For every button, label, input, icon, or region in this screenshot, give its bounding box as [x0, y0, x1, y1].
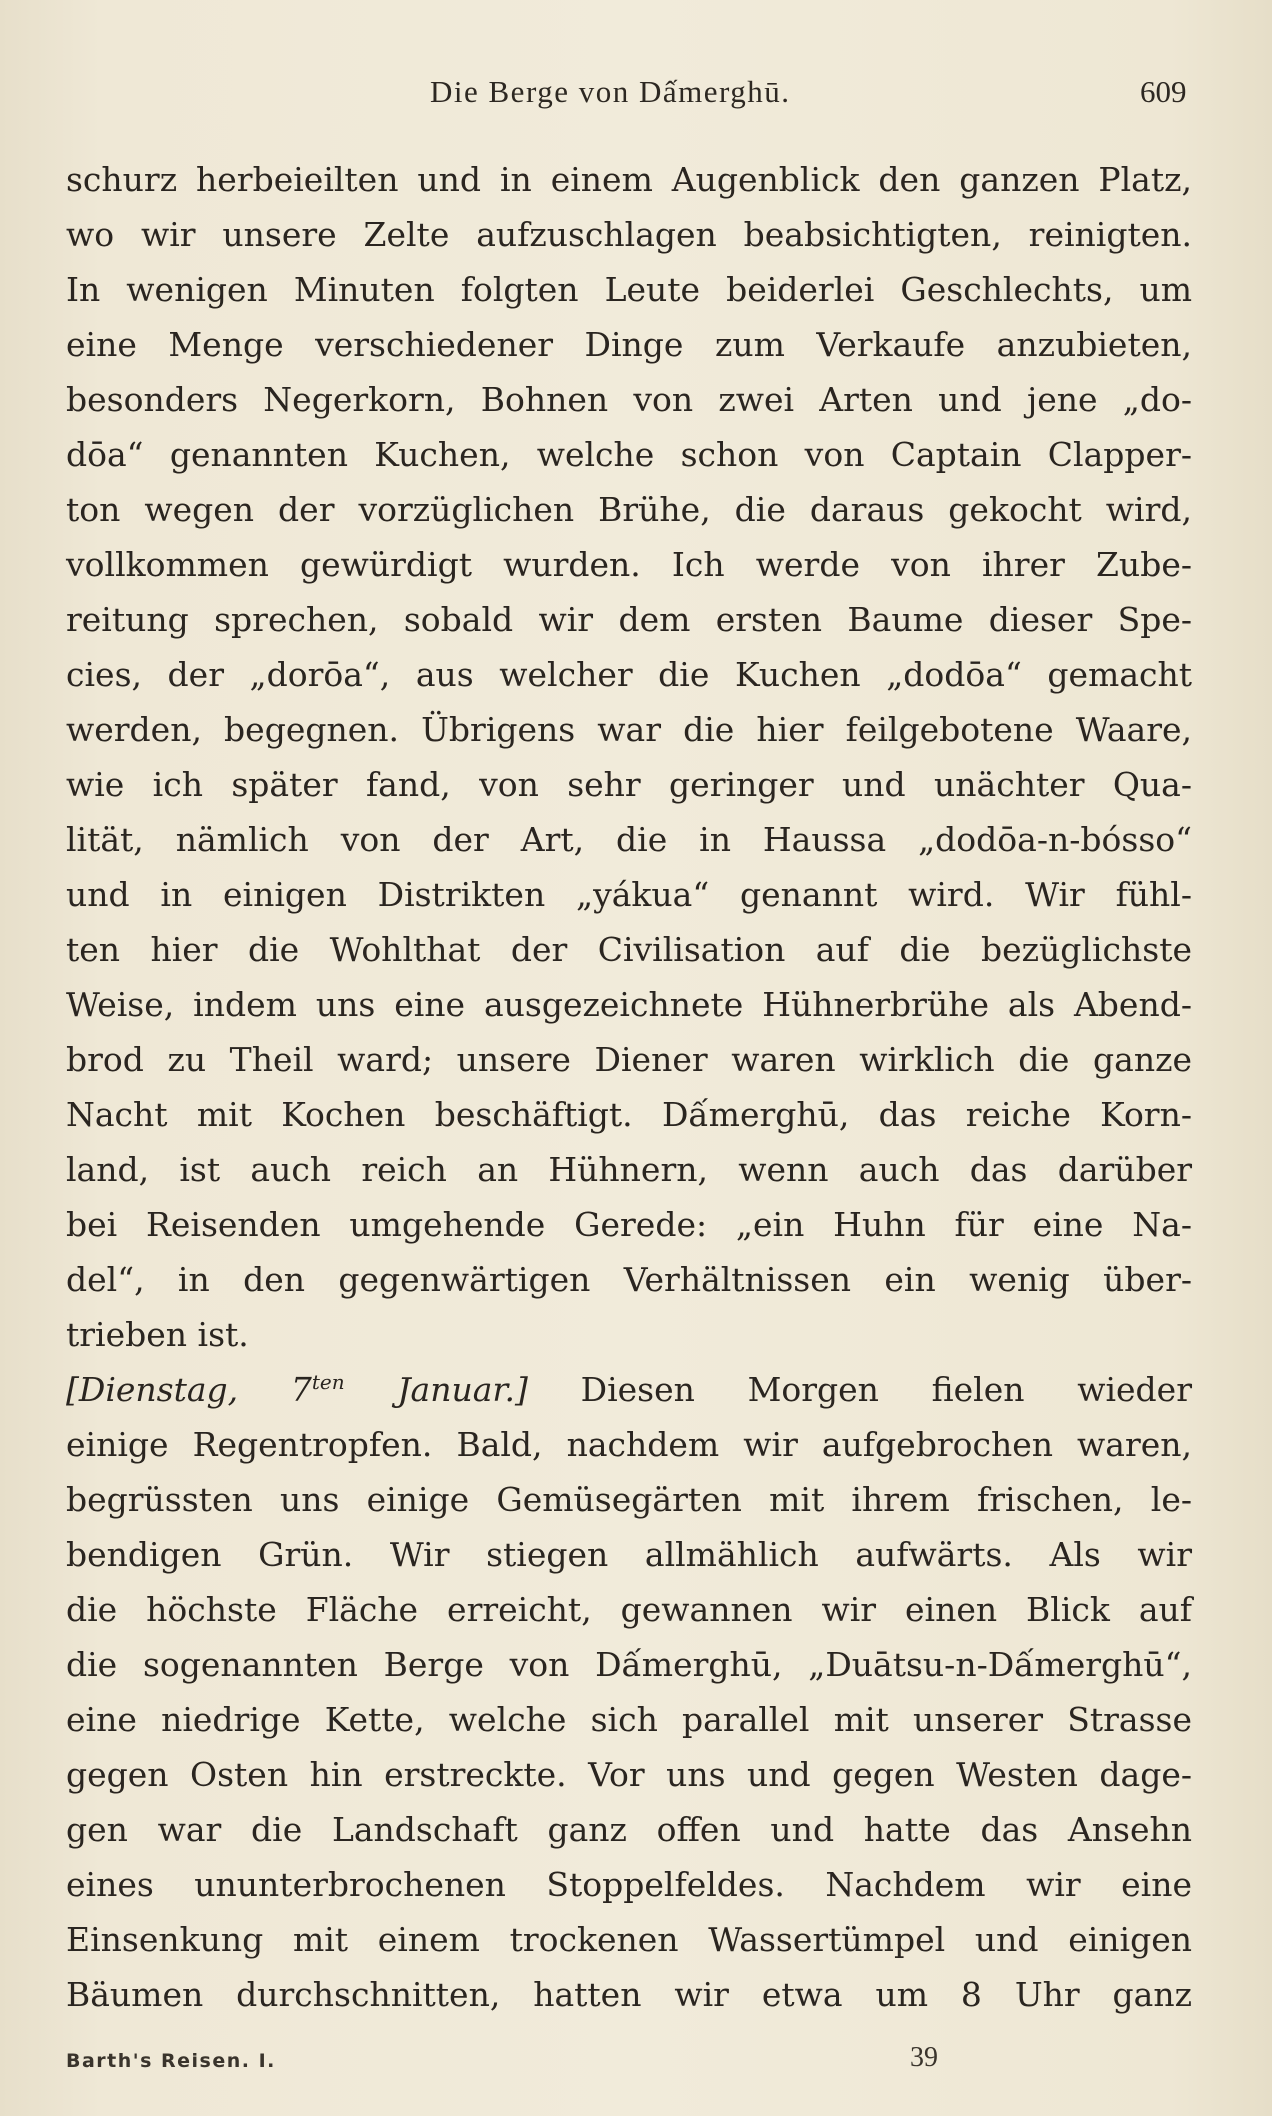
text-line: Einsenkung mit einem trockenen Wassertümpel und einigen	[66, 1920, 1192, 1959]
text-line: wie ich später fand, von sehr geringer und unächter Qua-	[66, 765, 1192, 804]
text-line: land, ist auch reich an Hühnern, wenn auch das darüber	[66, 1150, 1192, 1189]
text-line: einige Regentropfen. Bald, nachdem wir aufgebrochen waren,	[66, 1425, 1192, 1464]
text-line: wo wir unsere Zelte aufzuschlagen beabsichtigten, reinigten.	[66, 215, 1192, 254]
text-line: gegen Osten hin erstreckte. Vor uns und gegen Westen dage-	[66, 1755, 1192, 1794]
footer-signature: Barth's Reisen. I.	[66, 2050, 276, 2072]
text-line: eine niedrige Kette, welche sich parallel mit unserer Strasse	[66, 1700, 1192, 1739]
text-line: Nacht mit Kochen beschäftigt. Dấmerghū, das reiche Korn-	[66, 1095, 1192, 1134]
running-head-title: Die Berge von Dấmerghū.	[430, 74, 791, 109]
date-line	[66, 1362, 1192, 1417]
text-line: werden, begegnen. Übrigens war die hier feilgebotene Waare,	[66, 710, 1192, 749]
text-line: ten hier die Wohlthat der Civilisation auf die bezüglichste	[66, 930, 1192, 969]
date-weekday: [Dienstag,	[66, 1370, 239, 1409]
text-line: die sogenannten Berge von Dấmerghū, „Duātsu-n-Dấmerghū“,	[66, 1645, 1192, 1684]
text-line: eines ununterbrochenen Stoppelfeldes. Nachdem wir eine	[66, 1865, 1192, 1904]
text-line: dōa“ genannten Kuchen, welche schon von Captain Clapper-	[66, 435, 1192, 474]
text-line: schurz herbeieilten und in einem Augenblick den ganzen Platz,	[66, 160, 1192, 199]
text-line-rest: Diesen Morgen fielen wieder	[580, 1370, 1192, 1409]
running-head	[0, 74, 1272, 124]
text-line: lität, nämlich von der Art, die in Haussa „dodōa-n-bósso“	[66, 820, 1192, 859]
text-line: gen war die Landschaft ganz offen und hatte das Ansehn	[66, 1810, 1192, 1849]
text-line: reitung sprechen, sobald wir dem ersten Baume dieser Spe-	[66, 600, 1192, 639]
text-line: besonders Negerkorn, Bohnen von zwei Arten und jene „do-	[66, 380, 1192, 419]
text-line: brod zu Theil ward; unsere Diener waren wirklich die ganze	[66, 1040, 1192, 1079]
date-reference	[66, 1370, 528, 1409]
footer-sheet-number: 39	[910, 2042, 938, 2073]
body-text	[66, 152, 1192, 2022]
text-line: del“, in den gegenwärtigen Verhältnissen ein wenig über-	[66, 1260, 1192, 1299]
date-day-suffix: ten	[311, 1370, 345, 1394]
text-line: die höchste Fläche erreicht, gewannen wir einen Blick auf	[66, 1590, 1192, 1629]
page-number: 609	[1140, 74, 1187, 109]
text-line: eine Menge verschiedener Dinge zum Verkaufe anzubieten,	[66, 325, 1192, 364]
text-line: Bäumen durchschnitten, hatten wir etwa um 8 Uhr ganz	[66, 1975, 1192, 2014]
text-line: begrüssten uns einige Gemüsegärten mit ihrem frischen, le-	[66, 1480, 1192, 1519]
text-line: trieben ist.	[66, 1315, 249, 1354]
text-line: und in einigen Distrikten „yákua“ genannt wird. Wir fühl-	[66, 875, 1192, 914]
text-line: Weise, indem uns eine ausgezeichnete Hühnerbrühe als Abend-	[66, 985, 1192, 1024]
text-line: vollkommen gewürdigt wurden. Ich werde von ihrer Zube-	[66, 545, 1192, 584]
text-line: ton wegen der vorzüglichen Brühe, die daraus gekocht wird,	[66, 490, 1192, 529]
date-day: 7	[290, 1370, 312, 1409]
text-line: In wenigen Minuten folgten Leute beiderlei Geschlechts, um	[66, 270, 1192, 309]
text-line: bendigen Grün. Wir stiegen allmählich aufwärts. Als wir	[66, 1535, 1192, 1574]
text-line: cies, der „dorōa“, aus welcher die Kuchen „dodōa“ gemacht	[66, 655, 1192, 694]
text-line: bei Reisenden umgehende Gerede: „ein Huhn für eine Na-	[66, 1205, 1192, 1244]
date-month: Januar.]	[397, 1370, 528, 1409]
